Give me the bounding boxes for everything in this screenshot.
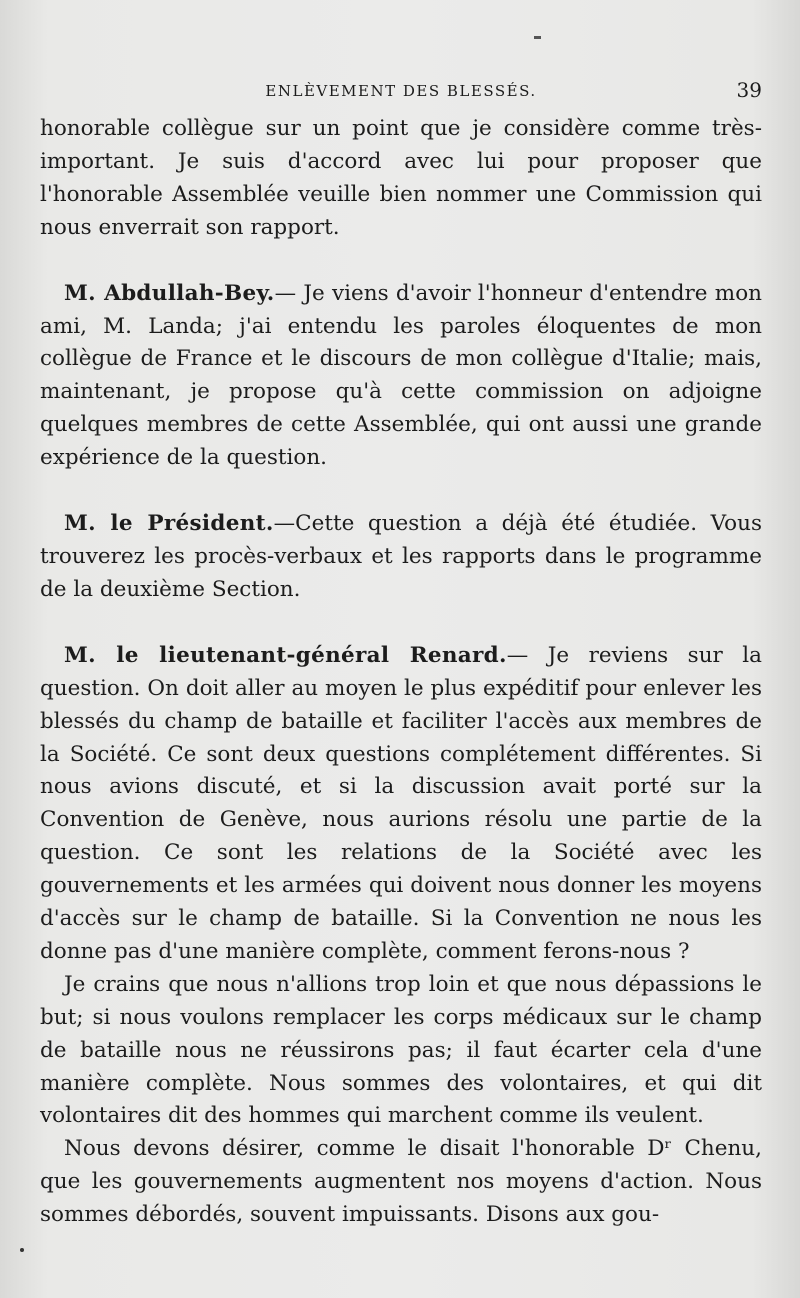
- paragraph-renard: [40, 640, 762, 969]
- page-header: [40, 78, 762, 106]
- page-body: [40, 113, 762, 1232]
- paragraph-text: Je crains que nous n'allions trop loin et que nous dépassions le but; si nous voulons remplacer les corps médicaux sur le champ de bataille nous ne réussirons pas; il faut écarter cela d'une manière complète. Nous sommes des volontaires, et qui dit volontaires dit des hommes qui marchent comme ils veulent.: [40, 971, 762, 1129]
- running-head: ENLÈVEMENT DES BLESSÉS.: [265, 82, 537, 100]
- paragraph-text: —Cette question a déjà été étudiée. Vous trouverez les procès-verbaux et les rapports dans le programme de la deuxième Section.: [40, 511, 763, 602]
- paragraph-abdullah-bey: [40, 278, 762, 475]
- paragraph-text: — Je reviens sur la question. On doit aller au moyen le plus expéditif pour enlever les blessés du champ de bataille et faciliter l'accès aux membres de la Société. Ce sont deux questions complétement différentes. Si nous avions discuté, et si la discussion avait porté sur la Convention de Genève, nous aurions résolu une partie de la question. Ce sont les relations de la Société avec les gouvernements et les armées qui doivent nous donner les moyens d'accès sur le champ de bataille. Si la Convention ne nous les donne pas d'une manière complète, comment ferons-nous ?: [40, 642, 762, 964]
- paragraph-text: honorable collègue sur un point que je considère comme très-important. Je suis d'accord avec lui pour proposer que l'honorable Assemblée veuille bien nommer une Commission qui nous enverrait son rapport.: [40, 116, 762, 240]
- print-mark: [534, 36, 541, 39]
- speaker-name: M. le lieutenant-général Renard.: [64, 642, 507, 668]
- paragraph-renard-closing: [40, 1133, 762, 1232]
- speaker-name: M. le Président.: [64, 511, 274, 537]
- paragraph-president: [40, 508, 762, 607]
- speaker-name: M. Abdullah-Bey.: [64, 280, 275, 306]
- paragraph-text: Nous devons désirer, comme le disait l'honorable Dʳ Chenu, que les gouvernements augmentent nos moyens d'action. Nous sommes débordés, souvent impuissants. Disons aux gou-: [40, 1136, 762, 1228]
- paragraph-renard-continued: [40, 969, 762, 1134]
- page-number: 39: [736, 78, 762, 102]
- print-mark: [20, 1248, 24, 1252]
- paragraph-continuation: [40, 113, 762, 245]
- paragraph-text: — Je viens d'avoir l'honneur d'entendre mon ami, M. Landa; j'ai entendu les paroles éloquentes de mon collègue de France et le discours de mon collègue d'Italie; mais, maintenant, je propose qu'à cette commission on adjoigne quelques membres de cette Assemblée, qui ont aussi une grande expérience de la question.: [40, 280, 762, 471]
